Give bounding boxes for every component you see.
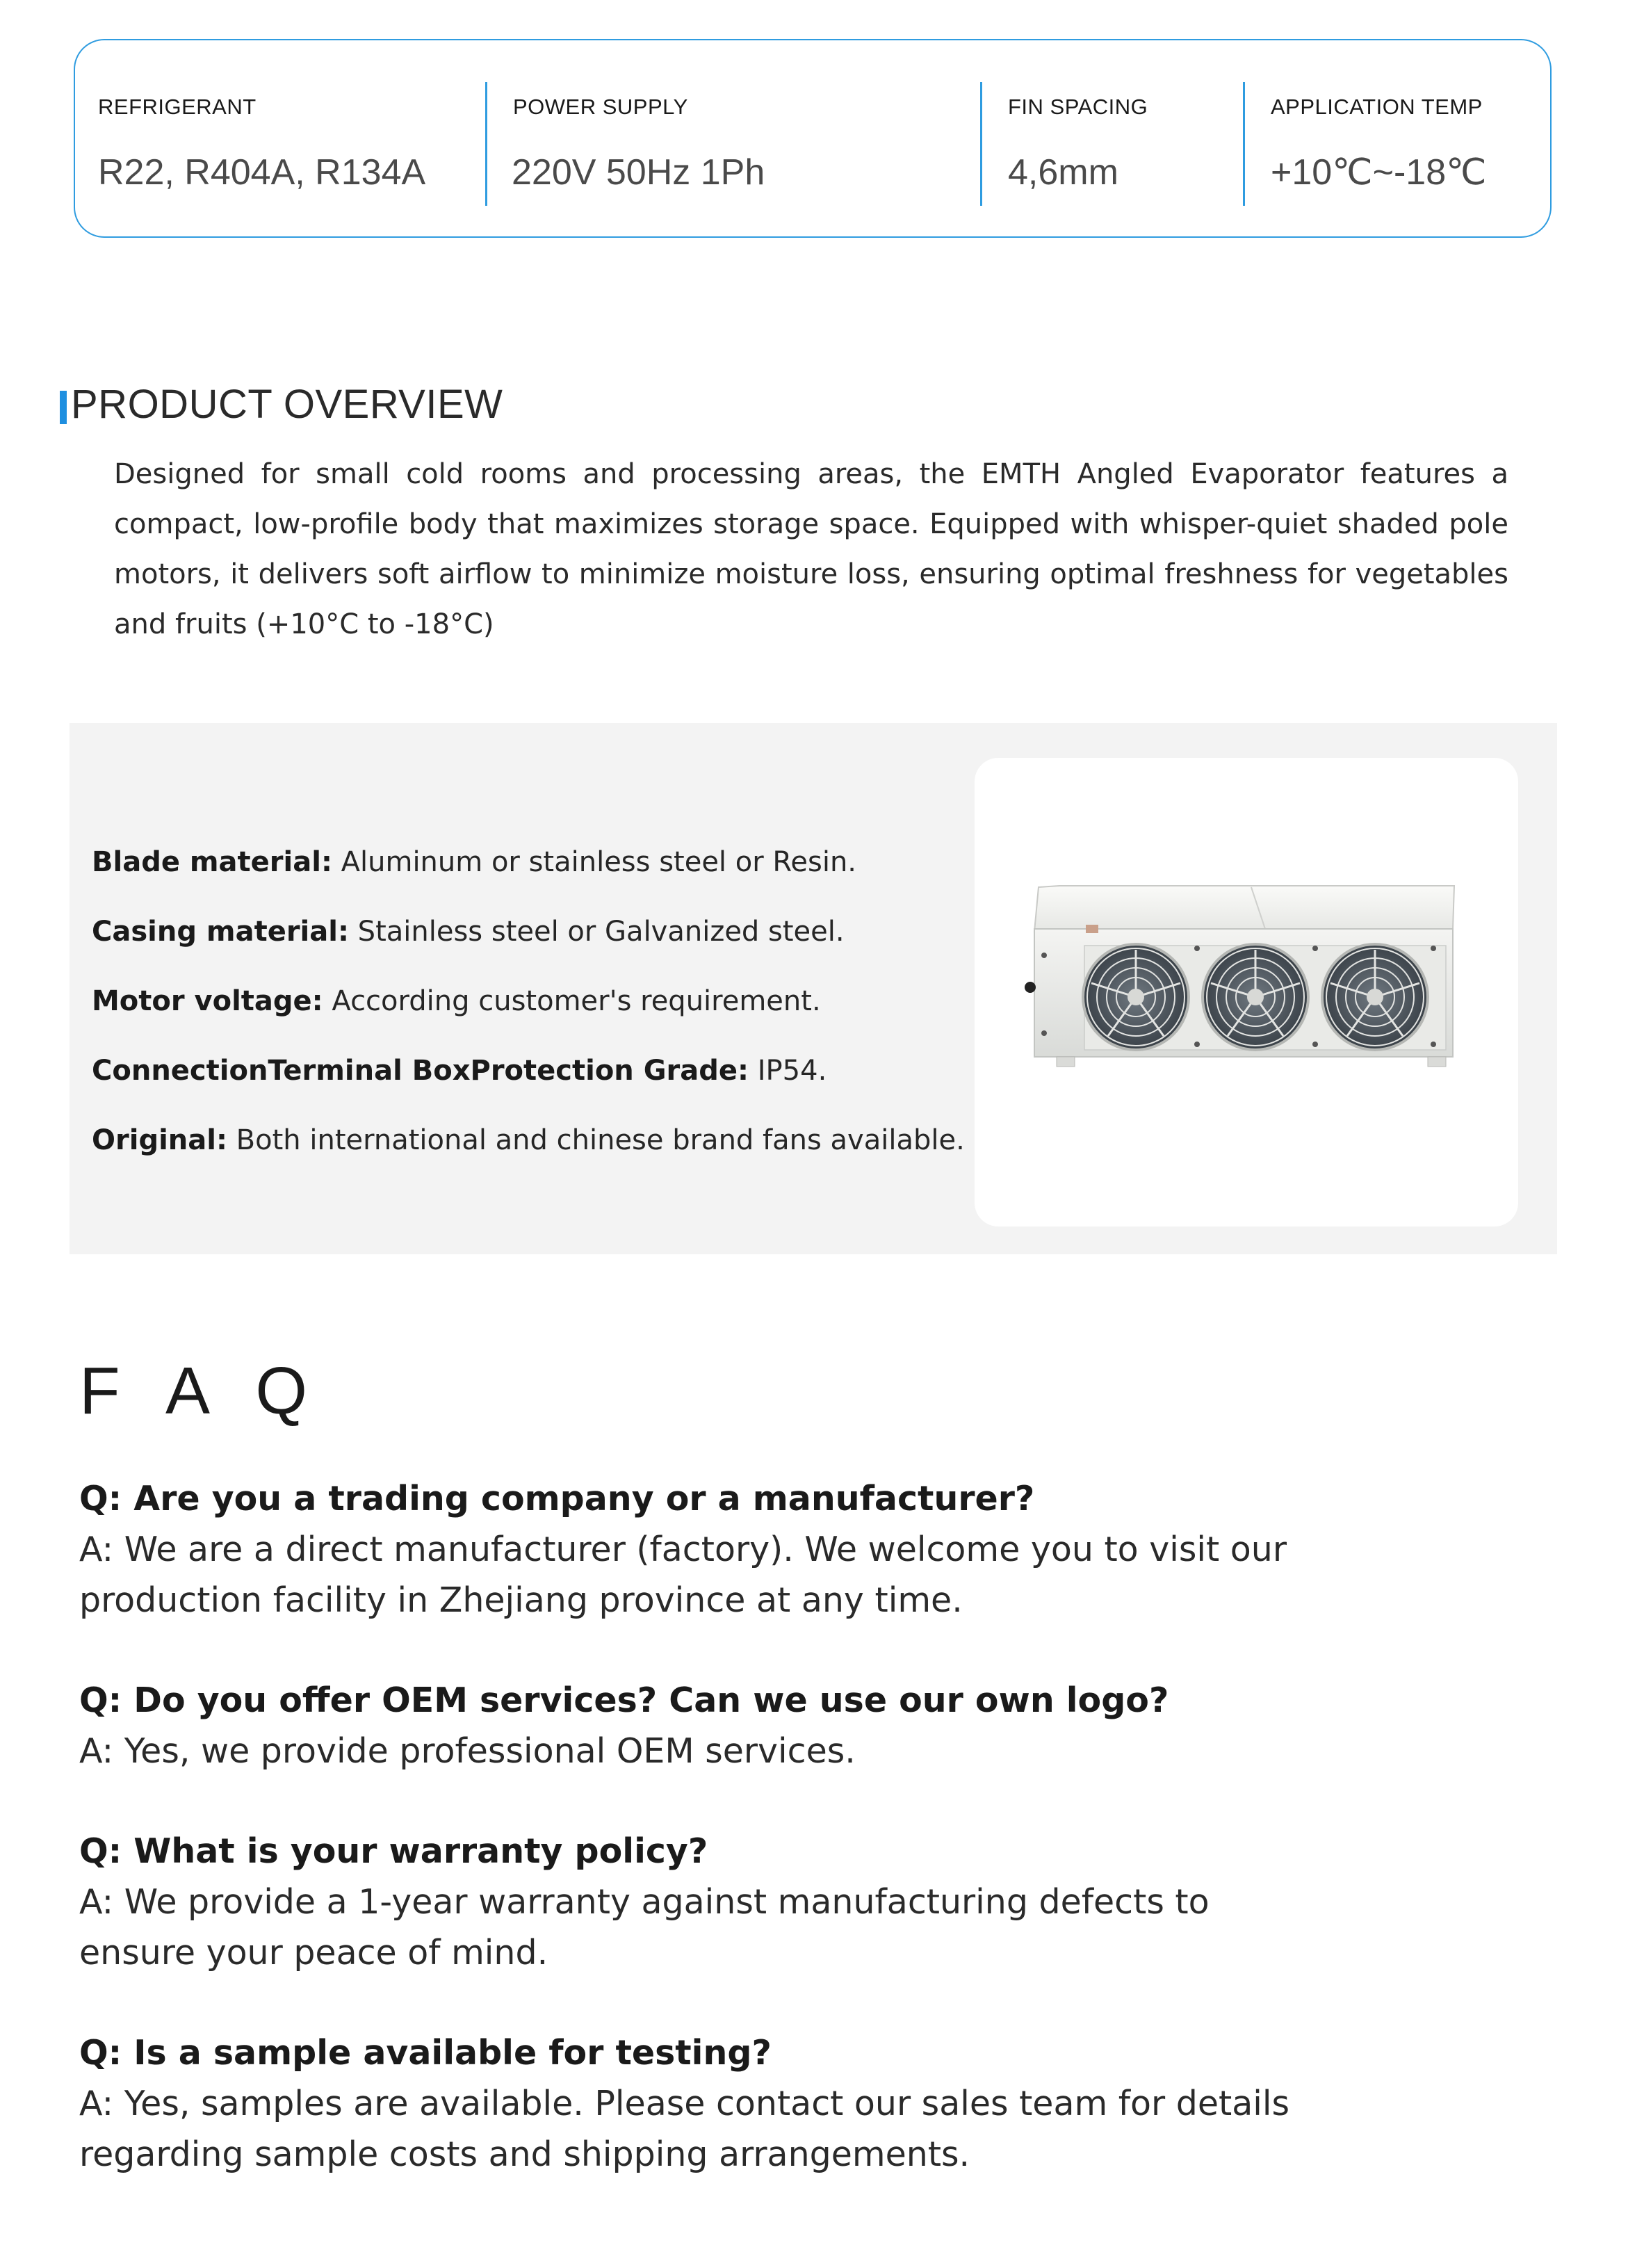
section-accent-bar	[60, 391, 67, 424]
spec-divider	[1243, 82, 1245, 206]
faq-question: Q: Do you offer OEM services? Can we use our own logo?	[79, 1680, 1169, 1720]
feature-item	[92, 1036, 965, 1105]
feature-item	[92, 827, 965, 897]
fan-icon	[1083, 944, 1189, 1050]
spec-value: 4,6mm	[1008, 152, 1118, 193]
feature-value: Aluminum or stainless steel or Resin.	[332, 846, 857, 878]
spec-label: APPLICATION TEMP	[1271, 95, 1483, 119]
feature-item	[92, 1105, 965, 1175]
feature-label: Blade material:	[92, 846, 332, 878]
faq-answer: A: Yes, we provide professional OEM services.	[79, 1731, 856, 1771]
feature-value: According customer's requirement.	[323, 985, 821, 1017]
feature-label: Motor voltage:	[92, 985, 323, 1017]
faq-title: F A Q	[79, 1354, 323, 1428]
feature-item	[92, 966, 965, 1036]
faq-answer: A: We are a direct manufacturer (factory). We welcome you to visit our production facility in Zhejiang province at any time.	[79, 1530, 1287, 1620]
faq-item	[79, 2028, 1400, 2180]
faq-question: Q: What is your warranty policy?	[79, 1831, 708, 1871]
feature-label: ConnectionTerminal BoxProtection Grade:	[92, 1055, 749, 1087]
faq-list	[79, 1474, 1400, 2230]
feature-value: Both international and chinese brand fans available.	[227, 1124, 965, 1156]
feature-item	[92, 897, 965, 966]
feature-value: IP54.	[749, 1055, 827, 1087]
spec-card	[74, 39, 1552, 238]
feature-label: Casing material:	[92, 916, 349, 948]
fan-icon	[1203, 944, 1308, 1050]
spec-value: +10℃~-18℃	[1271, 152, 1487, 193]
feature-list	[92, 827, 965, 1175]
spec-value: 220V 50Hz 1Ph	[512, 152, 765, 193]
spec-divider	[980, 82, 982, 206]
spec-value: R22, R404A, R134A	[98, 152, 426, 193]
evaporator-product-image	[975, 758, 1518, 1226]
fan-icon	[1322, 944, 1428, 1050]
feature-panel	[70, 723, 1557, 1254]
faq-item	[79, 1676, 1400, 1776]
feature-label: Original:	[92, 1124, 227, 1156]
overview-title: PRODUCT OVERVIEW	[71, 382, 503, 427]
faq-item	[79, 1826, 1400, 1978]
product-image-card	[975, 758, 1518, 1226]
faq-question: Q: Is a sample available for testing?	[79, 2033, 772, 2073]
spec-label: FIN SPACING	[1008, 95, 1148, 119]
spec-label: POWER SUPPLY	[513, 95, 688, 119]
feature-value: Stainless steel or Galvanized steel.	[348, 916, 845, 948]
overview-text: Designed for small cold rooms and processing areas, the EMTH Angled Evaporator features a compact, low-profile body that maximizes storage space. Equipped with whisper-quiet shaded pole motors, it delivers soft airflow to minimize moisture loss, ensuring optimal freshness for vegetables and fruits (+10°C to -18°C)	[114, 458, 1508, 640]
spec-divider	[485, 82, 487, 206]
faq-question: Q: Are you a trading company or a manufacturer?	[79, 1479, 1035, 1518]
faq-answer: A: Yes, samples are available. Please contact our sales team for details regarding sample costs and shipping arrangements.	[79, 2084, 1289, 2174]
faq-item	[79, 1474, 1400, 1626]
spec-label: REFRIGERANT	[98, 95, 257, 119]
faq-answer: A: We provide a 1-year warranty against manufacturing defects to ensure your peace of mind.	[79, 1882, 1210, 1973]
